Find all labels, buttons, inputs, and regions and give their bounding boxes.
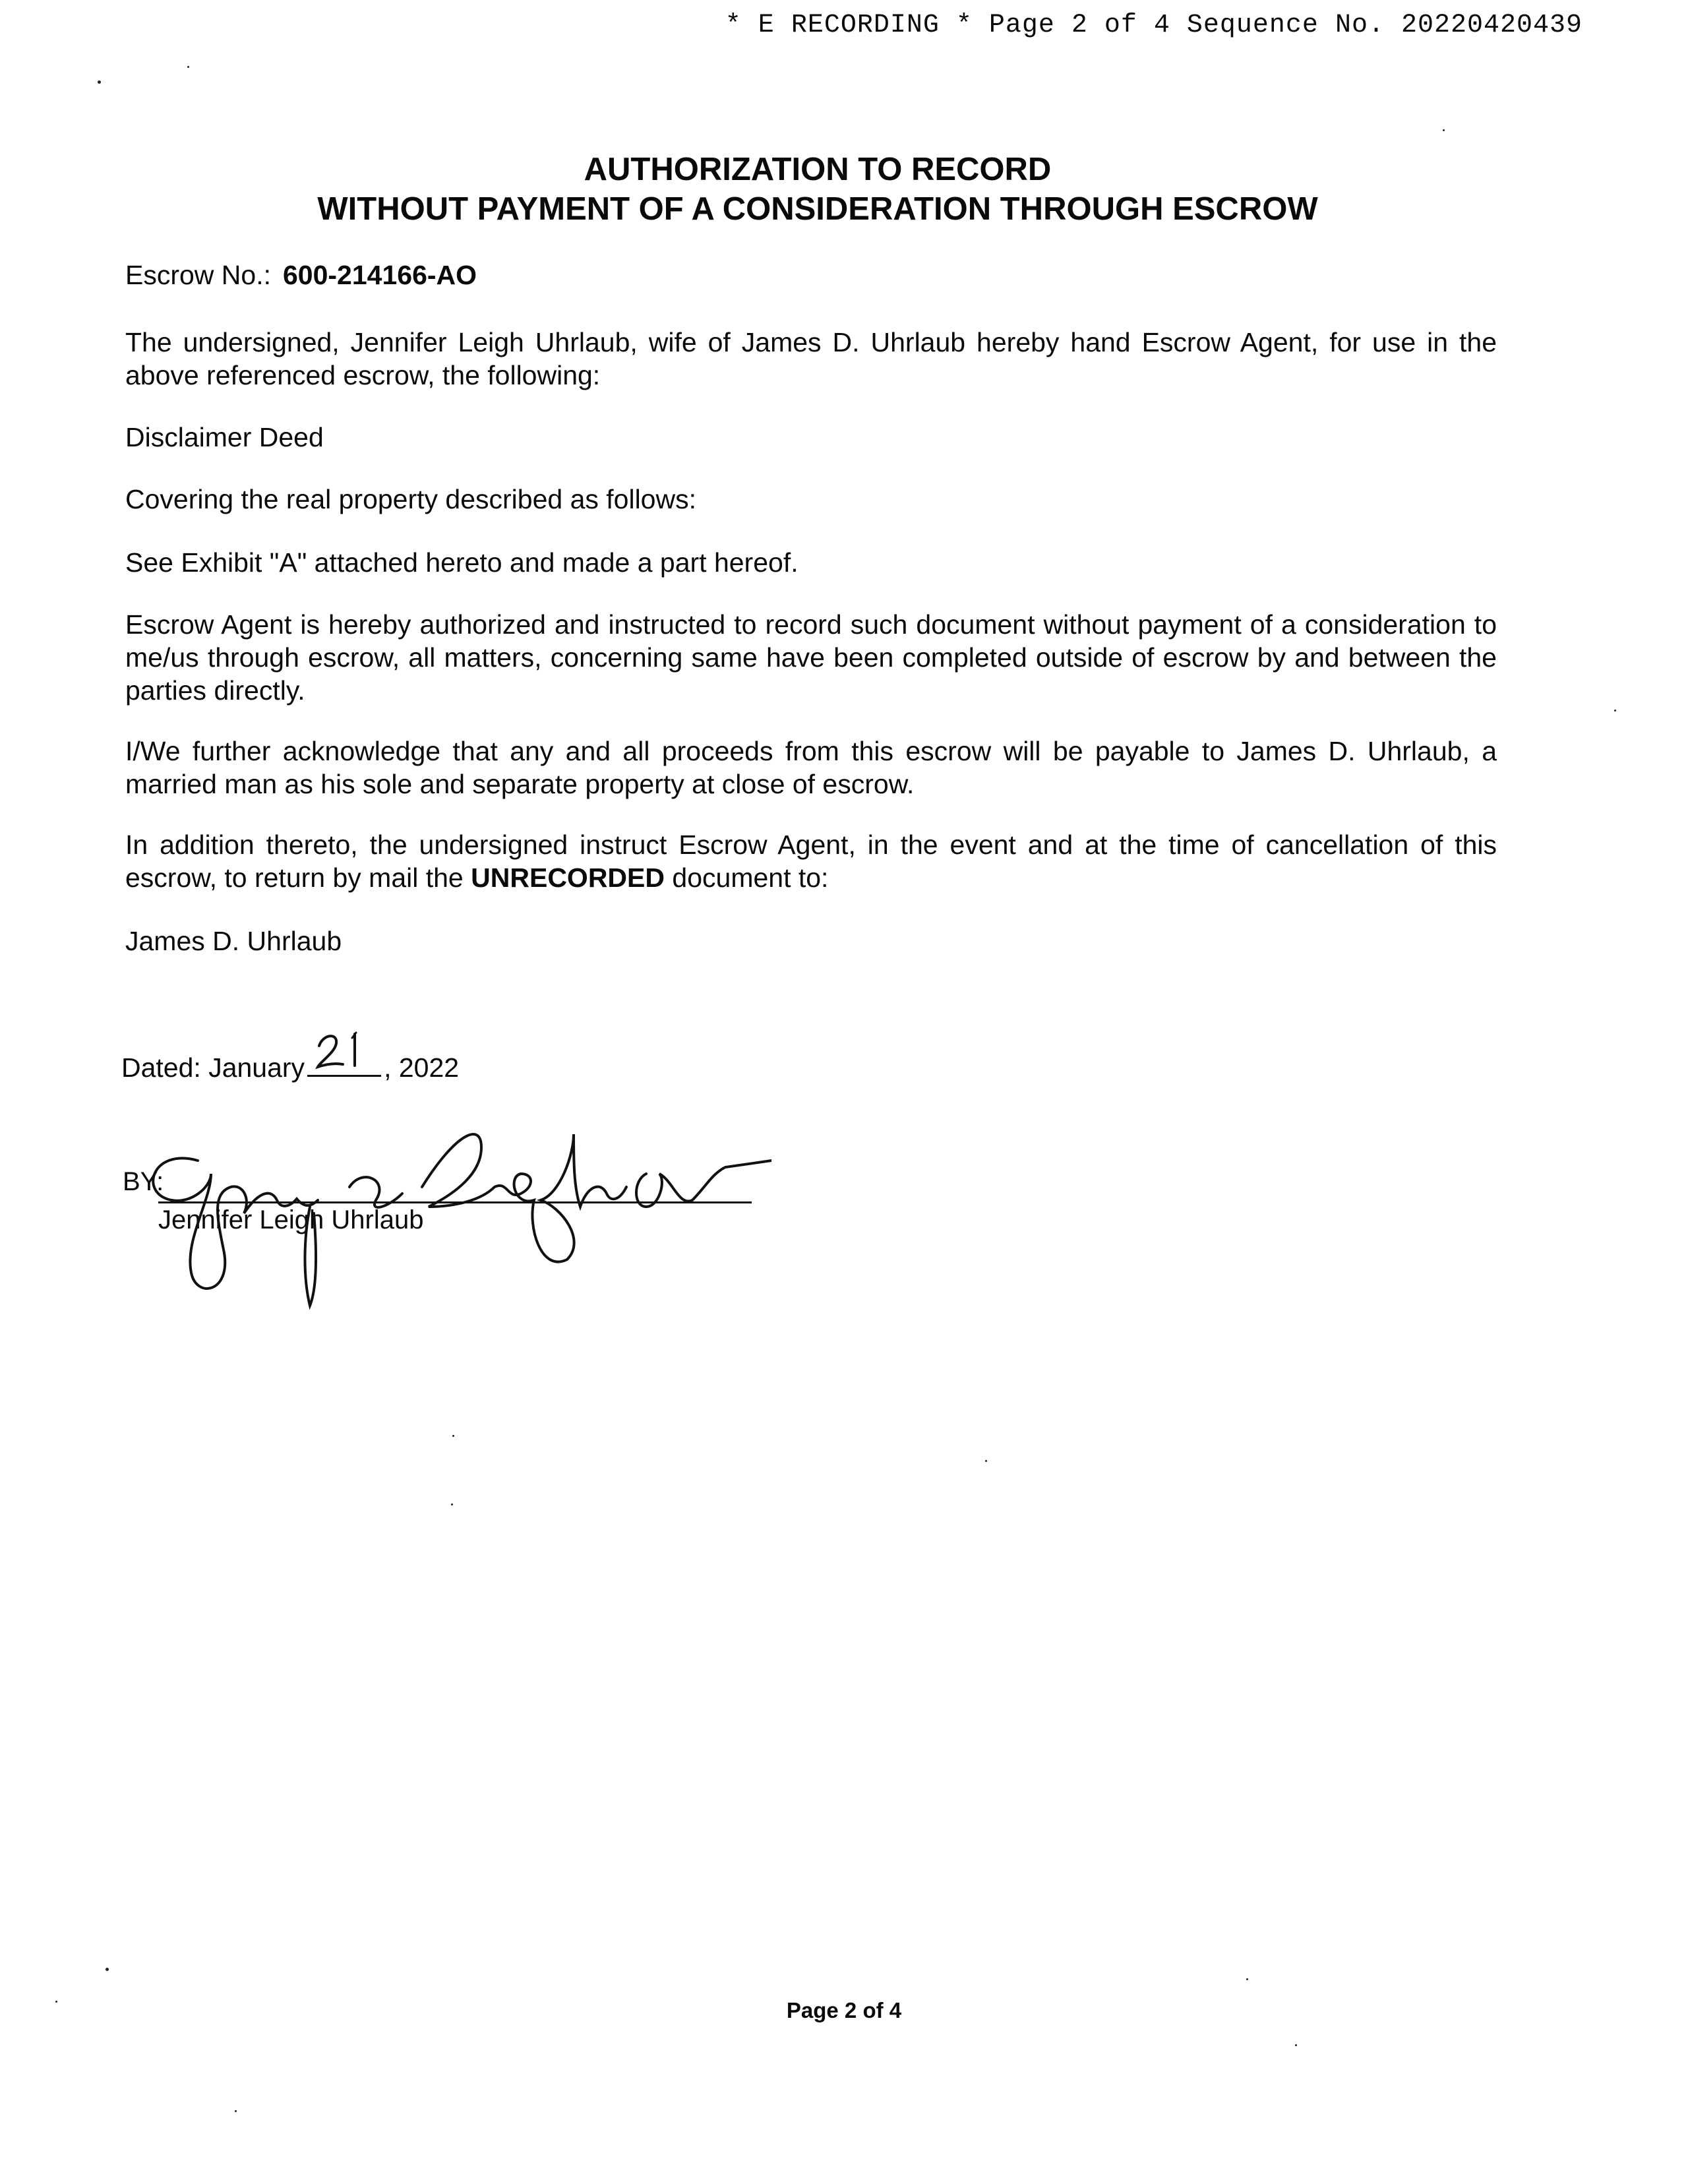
paragraph-covering: Covering the real property described as follows: <box>125 484 696 514</box>
scan-speck <box>1246 1978 1248 1980</box>
day-blank <box>307 1048 381 1077</box>
escrow-number-line <box>125 258 1497 291</box>
dated-line <box>121 1048 459 1084</box>
scan-speck <box>55 2001 57 2003</box>
document-title-line-2: WITHOUT PAYMENT OF A CONSIDERATION THROUGH ESCROW <box>317 191 1318 227</box>
scan-speck <box>451 1503 453 1505</box>
signature-block <box>112 1108 771 1319</box>
paragraph-return-recipient: James D. Uhrlaub <box>125 926 342 956</box>
signer-name: Jennifer Leigh Uhrlaub <box>158 1205 424 1234</box>
page-footer: Page 2 of 4 <box>786 1998 902 2022</box>
paragraph-cancellation <box>125 828 1497 894</box>
scan-speck <box>235 2110 237 2112</box>
scan-speck <box>106 1968 109 1971</box>
by-label: BY: <box>123 1167 164 1196</box>
paragraph-exhibit: See Exhibit "A" attached hereto and made a part hereof. <box>125 547 799 578</box>
scan-speck <box>1614 710 1616 712</box>
handwritten-signature <box>112 1108 771 1319</box>
paragraph-proceeds: I/We further acknowledge that any and all proceeds from this escrow will be payable to James D. Uhrlaub, a married man as his sole and separate property at close of escrow. <box>125 736 1497 799</box>
scan-speck <box>1295 2044 1297 2046</box>
handwritten-day <box>314 1026 380 1072</box>
paragraph-undersigned: The undersigned, Jennifer Leigh Uhrlaub, wife of James D. Uhrlaub hereby hand Escrow Agent, for use in the above referenced escrow, the following: <box>125 327 1497 390</box>
escrow-number: 600-214166-AO <box>283 260 477 290</box>
dated-prefix: Dated: January <box>121 1052 305 1083</box>
scan-speck <box>187 66 189 68</box>
paragraph-document-type: Disclaimer Deed <box>125 422 324 452</box>
recording-header: * E RECORDING * Page 2 of 4 Sequence No. 20220420439 <box>725 11 1582 40</box>
dated-suffix: , 2022 <box>384 1052 460 1083</box>
document-title-line-1: AUTHORIZATION TO RECORD <box>584 152 1052 187</box>
cancellation-text-end: document to: <box>672 863 829 893</box>
escrow-label: Escrow No.: <box>125 260 271 290</box>
unrecorded-emphasis: UNRECORDED <box>471 863 665 893</box>
paragraph-authorization: Escrow Agent is hereby authorized and instructed to record such document without payment of a consideration to me/us through escrow, all matters, concerning same have been completed outside of escrow by and between the parties directly. <box>125 609 1497 706</box>
scan-speck <box>98 80 101 84</box>
scan-speck <box>1443 129 1445 131</box>
scan-speck <box>985 1460 987 1462</box>
cancellation-text: In addition thereto, the undersigned instruct Escrow Agent, in the event and at the time of cancellation of this escrow, to return by mail the <box>125 830 1497 893</box>
scan-speck <box>452 1435 454 1437</box>
